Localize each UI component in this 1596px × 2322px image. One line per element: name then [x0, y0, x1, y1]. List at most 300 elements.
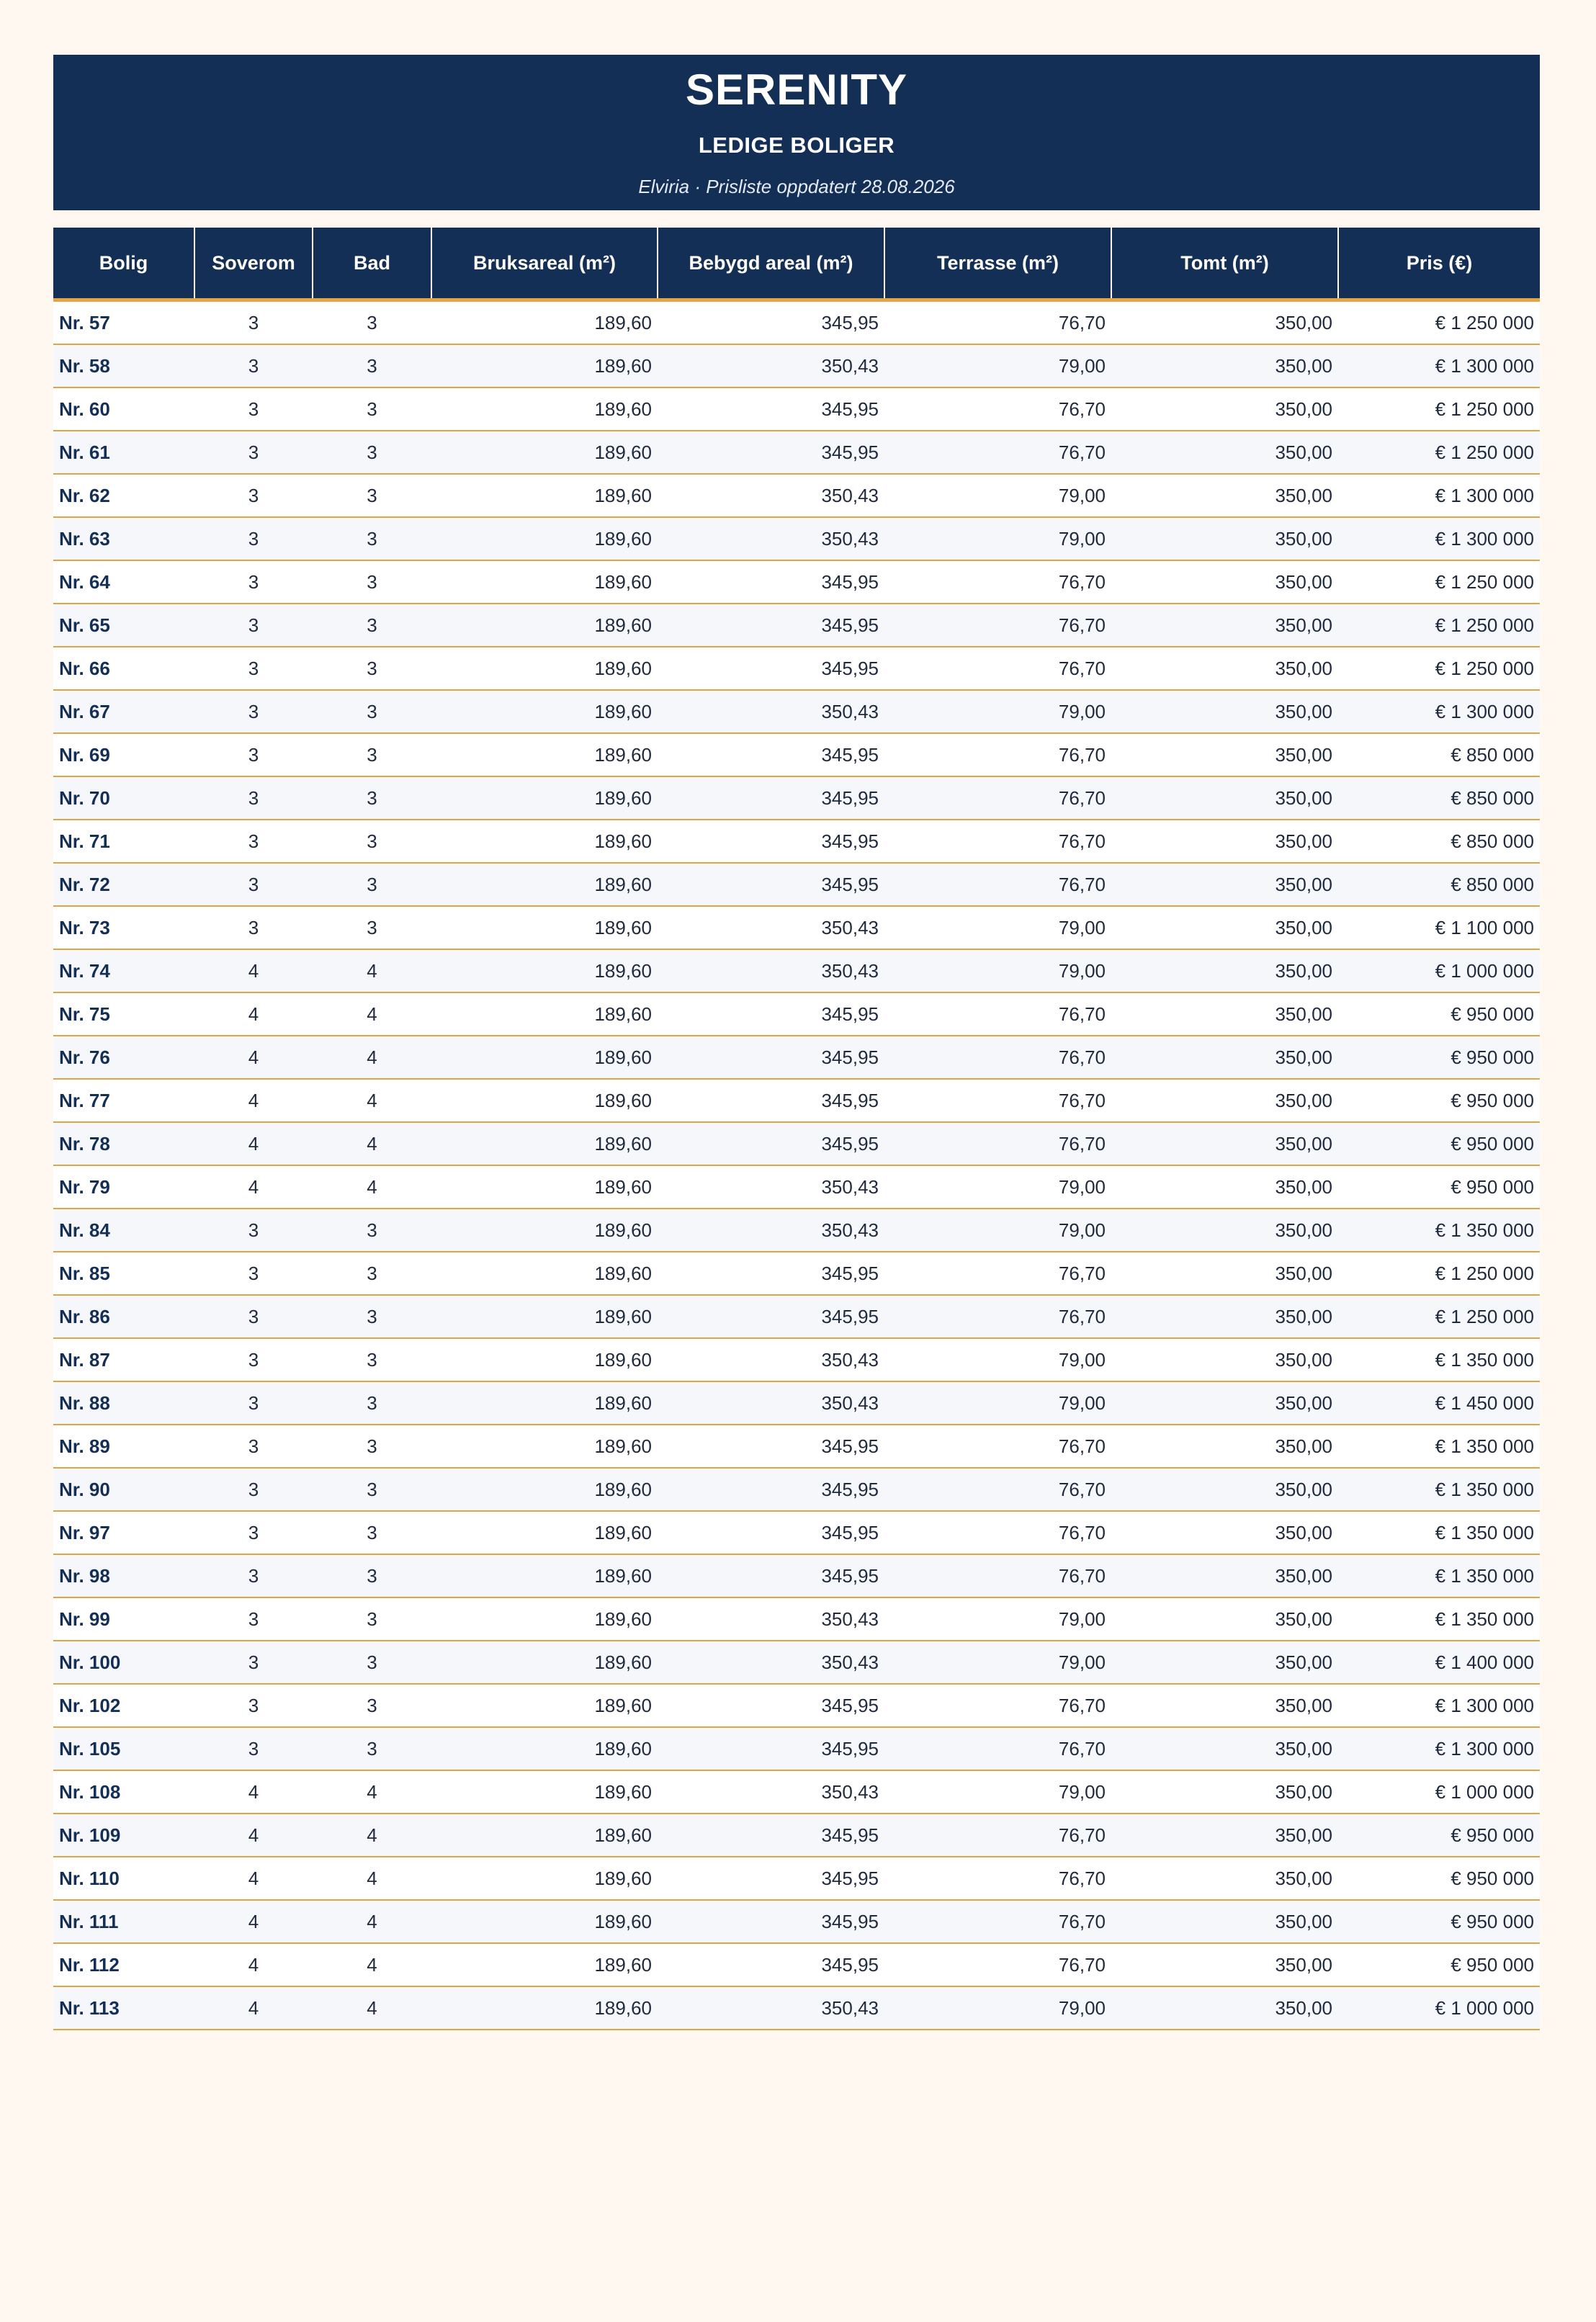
table-row — [53, 776, 1540, 820]
column-header-bad: Bad — [313, 228, 431, 300]
cell-terrasse: 76,70 — [884, 1814, 1111, 1857]
cell-bolig: Nr. 62 — [53, 474, 194, 517]
cell-bruksareal: 189,60 — [431, 776, 658, 820]
table-row — [53, 1857, 1540, 1900]
cell-tomt: 350,00 — [1111, 1209, 1338, 1252]
cell-bruksareal: 189,60 — [431, 1209, 658, 1252]
cell-tomt: 350,00 — [1111, 906, 1338, 949]
cell-bebygd-areal: 345,95 — [658, 1511, 884, 1554]
table-row — [53, 1468, 1540, 1511]
cell-tomt: 350,00 — [1111, 1986, 1338, 2030]
cell-terrasse: 79,00 — [884, 1338, 1111, 1381]
cell-bebygd-areal: 345,95 — [658, 1122, 884, 1165]
cell-bolig: Nr. 97 — [53, 1511, 194, 1554]
cell-soverom: 3 — [194, 560, 313, 604]
cell-bolig: Nr. 70 — [53, 776, 194, 820]
cell-tomt: 350,00 — [1111, 1036, 1338, 1079]
cell-bad: 3 — [313, 1381, 431, 1425]
cell-bebygd-areal: 350,43 — [658, 1381, 884, 1425]
cell-tomt: 350,00 — [1111, 949, 1338, 992]
cell-terrasse: 76,70 — [884, 1727, 1111, 1770]
cell-bad: 4 — [313, 1036, 431, 1079]
cell-tomt: 350,00 — [1111, 690, 1338, 733]
table-row — [53, 949, 1540, 992]
cell-soverom: 3 — [194, 1727, 313, 1770]
cell-bruksareal: 189,60 — [431, 1597, 658, 1641]
cell-bad: 3 — [313, 1727, 431, 1770]
cell-bolig: Nr. 90 — [53, 1468, 194, 1511]
cell-bruksareal: 189,60 — [431, 1554, 658, 1597]
table-row — [53, 1425, 1540, 1468]
cell-bolig: Nr. 108 — [53, 1770, 194, 1814]
cell-bebygd-areal: 345,95 — [658, 1814, 884, 1857]
cell-tomt: 350,00 — [1111, 1511, 1338, 1554]
table-header-row — [53, 228, 1540, 300]
cell-bolig: Nr. 89 — [53, 1425, 194, 1468]
cell-soverom: 3 — [194, 820, 313, 863]
cell-pris: € 950 000 — [1338, 992, 1540, 1036]
cell-bad: 3 — [313, 1252, 431, 1295]
cell-bad: 4 — [313, 1986, 431, 2030]
location-update-line: Elviria · Prisliste oppdatert 28.08.2026 — [638, 176, 955, 197]
cell-bad: 3 — [313, 1597, 431, 1641]
table-row — [53, 733, 1540, 776]
cell-pris: € 850 000 — [1338, 820, 1540, 863]
cell-bruksareal: 189,60 — [431, 344, 658, 387]
cell-soverom: 3 — [194, 517, 313, 560]
cell-bolig: Nr. 67 — [53, 690, 194, 733]
cell-terrasse: 79,00 — [884, 1641, 1111, 1684]
cell-soverom: 3 — [194, 1511, 313, 1554]
cell-pris: € 850 000 — [1338, 733, 1540, 776]
cell-bebygd-areal: 350,43 — [658, 474, 884, 517]
cell-pris: € 1 250 000 — [1338, 647, 1540, 690]
cell-soverom: 3 — [194, 387, 313, 431]
cell-bruksareal: 189,60 — [431, 1381, 658, 1425]
column-header-tomt: Tomt (m²) — [1111, 228, 1338, 300]
cell-bebygd-areal: 350,43 — [658, 906, 884, 949]
cell-pris: € 950 000 — [1338, 1122, 1540, 1165]
cell-bebygd-areal: 345,95 — [658, 1468, 884, 1511]
cell-bruksareal: 189,60 — [431, 1425, 658, 1468]
cell-pris: € 1 250 000 — [1338, 387, 1540, 431]
cell-pris: € 1 300 000 — [1338, 1684, 1540, 1727]
cell-bruksareal: 189,60 — [431, 1252, 658, 1295]
cell-bebygd-areal: 345,95 — [658, 431, 884, 474]
cell-tomt: 350,00 — [1111, 1857, 1338, 1900]
cell-bad: 4 — [313, 1770, 431, 1814]
cell-tomt: 350,00 — [1111, 647, 1338, 690]
cell-bolig: Nr. 87 — [53, 1338, 194, 1381]
cell-terrasse: 79,00 — [884, 344, 1111, 387]
cell-bruksareal: 189,60 — [431, 1814, 658, 1857]
table-row — [53, 1814, 1540, 1857]
cell-terrasse: 76,70 — [884, 1122, 1111, 1165]
cell-bolig: Nr. 113 — [53, 1986, 194, 2030]
cell-bad: 3 — [313, 906, 431, 949]
cell-bruksareal: 189,60 — [431, 1684, 658, 1727]
cell-pris: € 950 000 — [1338, 1079, 1540, 1122]
cell-bad: 3 — [313, 1338, 431, 1381]
cell-bebygd-areal: 345,95 — [658, 1684, 884, 1727]
cell-pris: € 1 000 000 — [1338, 1770, 1540, 1814]
cell-pris: € 1 250 000 — [1338, 604, 1540, 647]
cell-pris: € 1 250 000 — [1338, 300, 1540, 345]
cell-bad: 3 — [313, 560, 431, 604]
cell-bruksareal: 189,60 — [431, 1468, 658, 1511]
cell-bruksareal: 189,60 — [431, 1986, 658, 2030]
cell-pris: € 950 000 — [1338, 1814, 1540, 1857]
cell-bebygd-areal: 345,95 — [658, 1554, 884, 1597]
cell-bad: 4 — [313, 1079, 431, 1122]
cell-bad: 4 — [313, 1943, 431, 1986]
table-row — [53, 1770, 1540, 1814]
cell-soverom: 4 — [194, 1943, 313, 1986]
table-row — [53, 1511, 1540, 1554]
cell-bad: 3 — [313, 863, 431, 906]
cell-pris: € 1 300 000 — [1338, 1727, 1540, 1770]
cell-soverom: 4 — [194, 1165, 313, 1209]
cell-tomt: 350,00 — [1111, 1770, 1338, 1814]
cell-bad: 3 — [313, 647, 431, 690]
table-row — [53, 1554, 1540, 1597]
cell-bad: 3 — [313, 431, 431, 474]
cell-soverom: 3 — [194, 1597, 313, 1641]
cell-soverom: 4 — [194, 1770, 313, 1814]
cell-terrasse: 79,00 — [884, 517, 1111, 560]
cell-pris: € 1 300 000 — [1338, 517, 1540, 560]
table-body — [53, 300, 1540, 2030]
cell-pris: € 1 000 000 — [1338, 1986, 1540, 2030]
cell-terrasse: 76,70 — [884, 733, 1111, 776]
cell-tomt: 350,00 — [1111, 1295, 1338, 1338]
cell-bolig: Nr. 109 — [53, 1814, 194, 1857]
table-row — [53, 1209, 1540, 1252]
cell-bolig: Nr. 105 — [53, 1727, 194, 1770]
cell-bolig: Nr. 110 — [53, 1857, 194, 1900]
cell-terrasse: 79,00 — [884, 1770, 1111, 1814]
cell-bruksareal: 189,60 — [431, 1338, 658, 1381]
cell-bruksareal: 189,60 — [431, 517, 658, 560]
cell-terrasse: 76,70 — [884, 431, 1111, 474]
cell-pris: € 950 000 — [1338, 1857, 1540, 1900]
table-row — [53, 1122, 1540, 1165]
cell-bebygd-areal: 345,95 — [658, 1036, 884, 1079]
cell-terrasse: 79,00 — [884, 1986, 1111, 2030]
cell-soverom: 3 — [194, 1641, 313, 1684]
cell-terrasse: 76,70 — [884, 1511, 1111, 1554]
column-header-bruksareal: Bruksareal (m²) — [431, 228, 658, 300]
column-header-soverom: Soverom — [194, 228, 313, 300]
column-header-terrasse: Terrasse (m²) — [884, 228, 1111, 300]
cell-pris: € 1 300 000 — [1338, 344, 1540, 387]
cell-bebygd-areal: 345,95 — [658, 992, 884, 1036]
table-row — [53, 690, 1540, 733]
cell-bebygd-areal: 345,95 — [658, 560, 884, 604]
cell-bolig: Nr. 102 — [53, 1684, 194, 1727]
cell-bolig: Nr. 76 — [53, 1036, 194, 1079]
cell-bad: 3 — [313, 1209, 431, 1252]
cell-bolig: Nr. 63 — [53, 517, 194, 560]
cell-bebygd-areal: 350,43 — [658, 1338, 884, 1381]
cell-bebygd-areal: 345,95 — [658, 387, 884, 431]
cell-pris: € 950 000 — [1338, 1165, 1540, 1209]
cell-terrasse: 76,70 — [884, 1900, 1111, 1943]
cell-bebygd-areal: 350,43 — [658, 344, 884, 387]
cell-pris: € 1 350 000 — [1338, 1209, 1540, 1252]
cell-bolig: Nr. 61 — [53, 431, 194, 474]
cell-bruksareal: 189,60 — [431, 1295, 658, 1338]
cell-pris: € 1 350 000 — [1338, 1554, 1540, 1597]
cell-bad: 4 — [313, 1165, 431, 1209]
cell-bebygd-areal: 350,43 — [658, 517, 884, 560]
cell-pris: € 950 000 — [1338, 1900, 1540, 1943]
cell-terrasse: 76,70 — [884, 1554, 1111, 1597]
cell-bad: 3 — [313, 733, 431, 776]
cell-bad: 4 — [313, 992, 431, 1036]
cell-tomt: 350,00 — [1111, 1900, 1338, 1943]
cell-soverom: 4 — [194, 992, 313, 1036]
cell-soverom: 3 — [194, 1554, 313, 1597]
cell-bolig: Nr. 85 — [53, 1252, 194, 1295]
cell-tomt: 350,00 — [1111, 863, 1338, 906]
cell-bad: 3 — [313, 344, 431, 387]
cell-pris: € 1 350 000 — [1338, 1425, 1540, 1468]
cell-bolig: Nr. 98 — [53, 1554, 194, 1597]
cell-bruksareal: 189,60 — [431, 949, 658, 992]
table-row — [53, 300, 1540, 345]
cell-bruksareal: 189,60 — [431, 300, 658, 345]
cell-soverom: 3 — [194, 300, 313, 345]
cell-bruksareal: 189,60 — [431, 431, 658, 474]
cell-bad: 3 — [313, 1641, 431, 1684]
cell-bruksareal: 189,60 — [431, 647, 658, 690]
cell-bolig: Nr. 74 — [53, 949, 194, 992]
cell-soverom: 4 — [194, 1814, 313, 1857]
cell-bebygd-areal: 345,95 — [658, 1079, 884, 1122]
cell-bebygd-areal: 350,43 — [658, 1597, 884, 1641]
table-row — [53, 906, 1540, 949]
cell-pris: € 850 000 — [1338, 776, 1540, 820]
cell-pris: € 1 450 000 — [1338, 1381, 1540, 1425]
cell-pris: € 1 350 000 — [1338, 1468, 1540, 1511]
cell-bruksareal: 189,60 — [431, 1900, 658, 1943]
cell-bad: 3 — [313, 387, 431, 431]
cell-bebygd-areal: 350,43 — [658, 1209, 884, 1252]
cell-tomt: 350,00 — [1111, 1597, 1338, 1641]
table-row — [53, 1079, 1540, 1122]
cell-soverom: 3 — [194, 1338, 313, 1381]
cell-tomt: 350,00 — [1111, 1468, 1338, 1511]
cell-bolig: Nr. 73 — [53, 906, 194, 949]
cell-bad: 3 — [313, 1425, 431, 1468]
cell-terrasse: 76,70 — [884, 1425, 1111, 1468]
table-row — [53, 820, 1540, 863]
cell-terrasse: 76,70 — [884, 1252, 1111, 1295]
table-row — [53, 863, 1540, 906]
cell-pris: € 950 000 — [1338, 1036, 1540, 1079]
table-row — [53, 647, 1540, 690]
cell-tomt: 350,00 — [1111, 1684, 1338, 1727]
cell-tomt: 350,00 — [1111, 776, 1338, 820]
cell-bebygd-areal: 350,43 — [658, 1165, 884, 1209]
cell-soverom: 3 — [194, 1209, 313, 1252]
cell-bebygd-areal: 345,95 — [658, 1295, 884, 1338]
cell-terrasse: 76,70 — [884, 820, 1111, 863]
page-subtitle: LEDIGE BOLIGER — [698, 133, 895, 158]
cell-bruksareal: 189,60 — [431, 387, 658, 431]
cell-bolig: Nr. 84 — [53, 1209, 194, 1252]
cell-soverom: 3 — [194, 733, 313, 776]
cell-bad: 4 — [313, 1122, 431, 1165]
table-row — [53, 1727, 1540, 1770]
cell-bebygd-areal: 345,95 — [658, 604, 884, 647]
cell-soverom: 3 — [194, 690, 313, 733]
cell-bolig: Nr. 100 — [53, 1641, 194, 1684]
table-row — [53, 1036, 1540, 1079]
cell-tomt: 350,00 — [1111, 1252, 1338, 1295]
column-header-bolig: Bolig — [53, 228, 194, 300]
cell-bebygd-areal: 345,95 — [658, 1900, 884, 1943]
cell-bruksareal: 189,60 — [431, 1165, 658, 1209]
column-header-pris: Pris (€) — [1338, 228, 1540, 300]
table-row — [53, 560, 1540, 604]
cell-bolig: Nr. 64 — [53, 560, 194, 604]
cell-bebygd-areal: 345,95 — [658, 1943, 884, 1986]
cell-pris: € 1 300 000 — [1338, 690, 1540, 733]
cell-bebygd-areal: 345,95 — [658, 820, 884, 863]
cell-tomt: 350,00 — [1111, 1727, 1338, 1770]
cell-bolig: Nr. 65 — [53, 604, 194, 647]
cell-bebygd-areal: 345,95 — [658, 863, 884, 906]
cell-bolig: Nr. 58 — [53, 344, 194, 387]
cell-tomt: 350,00 — [1111, 992, 1338, 1036]
cell-bolig: Nr. 69 — [53, 733, 194, 776]
cell-bruksareal: 189,60 — [431, 1770, 658, 1814]
cell-pris: € 850 000 — [1338, 863, 1540, 906]
cell-soverom: 3 — [194, 1468, 313, 1511]
cell-tomt: 350,00 — [1111, 431, 1338, 474]
cell-pris: € 1 000 000 — [1338, 949, 1540, 992]
cell-terrasse: 76,70 — [884, 300, 1111, 345]
cell-soverom: 3 — [194, 1295, 313, 1338]
availability-table — [53, 228, 1540, 2030]
table-row — [53, 992, 1540, 1036]
table-row — [53, 1381, 1540, 1425]
cell-terrasse: 76,70 — [884, 560, 1111, 604]
header-banner — [53, 55, 1540, 210]
cell-bruksareal: 189,60 — [431, 1079, 658, 1122]
cell-terrasse: 76,70 — [884, 1295, 1111, 1338]
cell-pris: € 1 250 000 — [1338, 1295, 1540, 1338]
cell-bebygd-areal: 345,95 — [658, 647, 884, 690]
cell-bolig: Nr. 99 — [53, 1597, 194, 1641]
cell-terrasse: 76,70 — [884, 604, 1111, 647]
cell-pris: € 950 000 — [1338, 1943, 1540, 1986]
cell-soverom: 3 — [194, 604, 313, 647]
cell-soverom: 4 — [194, 1122, 313, 1165]
cell-terrasse: 79,00 — [884, 906, 1111, 949]
cell-soverom: 3 — [194, 863, 313, 906]
cell-bebygd-areal: 345,95 — [658, 733, 884, 776]
table-row — [53, 1900, 1540, 1943]
cell-bad: 3 — [313, 604, 431, 647]
cell-terrasse: 76,70 — [884, 1468, 1111, 1511]
cell-bruksareal: 189,60 — [431, 863, 658, 906]
cell-bruksareal: 189,60 — [431, 690, 658, 733]
cell-bolig: Nr. 112 — [53, 1943, 194, 1986]
cell-terrasse: 76,70 — [884, 1684, 1111, 1727]
cell-tomt: 350,00 — [1111, 387, 1338, 431]
cell-tomt: 350,00 — [1111, 1554, 1338, 1597]
cell-soverom: 3 — [194, 647, 313, 690]
cell-soverom: 4 — [194, 1986, 313, 2030]
cell-terrasse: 76,70 — [884, 992, 1111, 1036]
cell-bad: 3 — [313, 474, 431, 517]
cell-tomt: 350,00 — [1111, 517, 1338, 560]
table-row — [53, 344, 1540, 387]
cell-bruksareal: 189,60 — [431, 1857, 658, 1900]
table-row — [53, 1338, 1540, 1381]
cell-pris: € 1 100 000 — [1338, 906, 1540, 949]
cell-bad: 3 — [313, 1468, 431, 1511]
table-row — [53, 1597, 1540, 1641]
cell-terrasse: 79,00 — [884, 1381, 1111, 1425]
cell-terrasse: 79,00 — [884, 474, 1111, 517]
cell-soverom: 3 — [194, 1252, 313, 1295]
cell-pris: € 1 250 000 — [1338, 1252, 1540, 1295]
cell-soverom: 3 — [194, 906, 313, 949]
cell-bebygd-areal: 350,43 — [658, 949, 884, 992]
cell-bolig: Nr. 78 — [53, 1122, 194, 1165]
cell-tomt: 350,00 — [1111, 1122, 1338, 1165]
cell-bad: 4 — [313, 949, 431, 992]
cell-bebygd-areal: 350,43 — [658, 1986, 884, 2030]
cell-bolig: Nr. 57 — [53, 300, 194, 345]
cell-soverom: 3 — [194, 431, 313, 474]
table-row — [53, 387, 1540, 431]
cell-soverom: 4 — [194, 1900, 313, 1943]
table-row — [53, 431, 1540, 474]
cell-terrasse: 76,70 — [884, 776, 1111, 820]
cell-tomt: 350,00 — [1111, 1165, 1338, 1209]
cell-tomt: 350,00 — [1111, 1814, 1338, 1857]
table-row — [53, 1252, 1540, 1295]
cell-tomt: 350,00 — [1111, 474, 1338, 517]
cell-bolig: Nr. 60 — [53, 387, 194, 431]
cell-terrasse: 76,70 — [884, 387, 1111, 431]
cell-bruksareal: 189,60 — [431, 474, 658, 517]
cell-bruksareal: 189,60 — [431, 1943, 658, 1986]
cell-bruksareal: 189,60 — [431, 1511, 658, 1554]
cell-tomt: 350,00 — [1111, 344, 1338, 387]
cell-tomt: 350,00 — [1111, 604, 1338, 647]
cell-bruksareal: 189,60 — [431, 560, 658, 604]
cell-bebygd-areal: 350,43 — [658, 1641, 884, 1684]
cell-bad: 4 — [313, 1900, 431, 1943]
cell-soverom: 4 — [194, 949, 313, 992]
cell-bebygd-areal: 345,95 — [658, 1727, 884, 1770]
cell-bebygd-areal: 350,43 — [658, 1770, 884, 1814]
cell-terrasse: 76,70 — [884, 1943, 1111, 1986]
cell-bad: 3 — [313, 776, 431, 820]
table-row — [53, 1943, 1540, 1986]
cell-soverom: 3 — [194, 474, 313, 517]
table-row — [53, 1641, 1540, 1684]
table-row — [53, 604, 1540, 647]
cell-bolig: Nr. 86 — [53, 1295, 194, 1338]
table-row — [53, 1684, 1540, 1727]
